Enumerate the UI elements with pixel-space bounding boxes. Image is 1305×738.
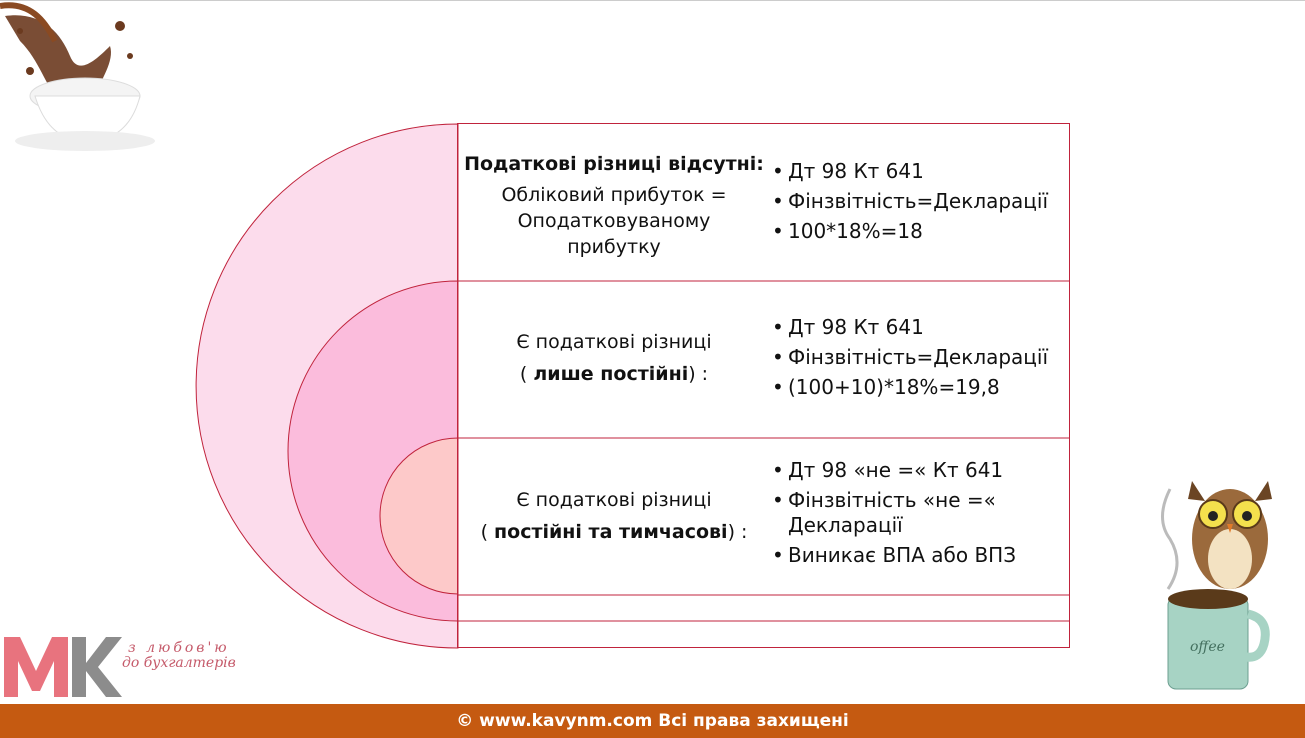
row-3-description (460, 474, 768, 559)
nested-arc-diagram (195, 121, 465, 651)
bullet-item: • Дт 98 Кт 641 (770, 315, 1060, 340)
bullet-item: • Фінзвітність=Декларації (770, 189, 1060, 214)
row-2-description (460, 316, 768, 401)
row-2-line-1: Є податкові різниці (516, 330, 712, 353)
footer-bar (0, 704, 1305, 738)
row-1-bullets (770, 159, 1060, 249)
row-1-description (460, 146, 768, 266)
row-1-line: Обліковий прибуток = (501, 184, 727, 207)
bullet-item: • (100+10)*18%=19,8 (770, 375, 1060, 400)
row-1-heading: Податкові різниці відсутні: (464, 152, 764, 175)
bullet-item: • Фінзвітність=Декларації (770, 345, 1060, 370)
row-3-line-2 (481, 520, 748, 546)
row-1-line: прибутку (567, 235, 661, 258)
logo-tagline-2: до бухгалтерів (122, 655, 236, 672)
bullet-item: • Дт 98 Кт 641 (770, 159, 1060, 184)
row-2-bullets (770, 315, 1060, 405)
row-3-line-1: Є податкові різниці (516, 488, 712, 511)
row-1-line: Оподатковуваному (517, 210, 711, 232)
mk-logo-icon (2, 633, 122, 699)
svg-text:offee: offee (1190, 639, 1225, 655)
bullet-item: • 100*18%=18 (770, 219, 1060, 244)
row-2-suffix: ) : (688, 362, 709, 385)
copyright-text: © www.kavynm.com Всі права захищені (456, 711, 849, 731)
owl-mug-illustration (1150, 479, 1275, 701)
coffee-cup-illustration (0, 1, 170, 151)
row-3-bold: постійні та тимчасові (494, 520, 728, 543)
bullet-item: • Дт 98 «не =« Кт 641 (770, 458, 1060, 483)
bullet-item: • Фінзвітність «не =« Декларації (770, 488, 1060, 538)
logo-tagline-1: з любов'ю (128, 640, 230, 656)
row-2-bold: лише постійні (533, 362, 689, 385)
row-3-suffix: ) : (727, 520, 748, 543)
row-3-prefix: ( (480, 520, 495, 543)
row-2-prefix: ( (519, 362, 534, 385)
bullet-item: • Виникає ВПА або ВПЗ (770, 543, 1060, 568)
row-3-bullets (770, 458, 1060, 573)
logo-tagline (122, 641, 236, 672)
row-2-line-2 (520, 362, 708, 388)
